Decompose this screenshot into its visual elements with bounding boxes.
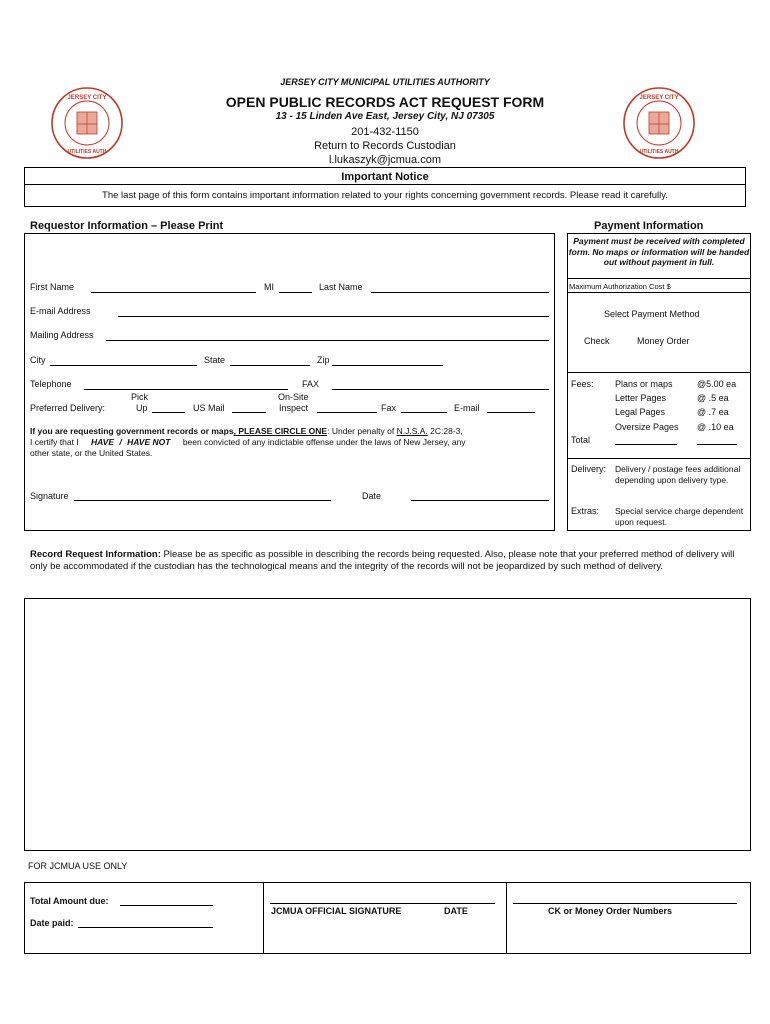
form-title: OPEN PUBLIC RECORDS ACT REQUEST FORM [225,94,545,110]
mi-field[interactable] [279,292,312,293]
official-signature-field[interactable] [270,903,495,904]
svg-text:UTILITIES AUTH: UTILITIES AUTH [639,149,679,155]
mi-label: MI [264,282,274,292]
last-name-field[interactable] [371,292,549,293]
record-request-info: Record Request Information: Please be as specific as possible in describing the records being requested. Also, please note that your preferred method of delivery will only be accommodated if the custodian has the technological means and the integrity of the records will not be jeopardized by such method of delivery. [30,549,735,572]
signature-field[interactable] [74,500,331,501]
svg-text:JERSEY CITY: JERSEY CITY [67,95,107,101]
record-request-textarea[interactable] [24,598,751,851]
official-date-label: DATE [444,906,468,916]
signature-label: Signature [30,491,69,501]
date-field[interactable] [411,500,549,501]
us-mail-label: US Mail [193,403,225,413]
total-label: Total [571,435,591,445]
max-cost-label: Maximum Authorization Cost $ [569,282,671,291]
fax-option-label: Fax [381,403,397,413]
notice-text: The last page of this form contains important information related to your rights concerning government records. Please read it carefully. [102,190,668,201]
svg-text:JERSEY CITY: JERSEY CITY [639,95,679,101]
fee-price: @5.00 ea [697,379,737,389]
us-mail-field[interactable] [232,412,266,413]
fees-label: Fees: [571,379,594,389]
last-name-label: Last Name [319,282,363,292]
office-use-box [24,882,751,954]
date-paid-field[interactable] [78,927,213,928]
pick-up-field[interactable] [152,412,185,413]
fax-label: FAX [302,379,320,389]
extras-label: Extras: [571,506,600,516]
certification-line-2: I certify that I HAVE / HAVE NOT been convicted of any indictable offense under the laws of New Jersey, any [30,437,466,447]
extras-text: Special service charge dependent upon request. [615,506,744,527]
date-label: Date [362,491,382,501]
certification-line-1: If you are requesting government records or maps, PLEASE CIRCLE ONE: Under penalty of N.J.S.A. 2C:28-3, [30,426,463,436]
have-option[interactable]: HAVE [91,437,115,447]
fee-price: @ .7 ea [697,407,729,417]
telephone-field[interactable] [84,389,288,390]
mailing-field[interactable] [106,340,549,341]
pick-up-label: Up [136,403,148,413]
total-amount-field[interactable] [697,444,737,445]
ck-number-label: CK or Money Order Numbers [548,906,673,916]
notice-title: Important Notice [341,171,429,183]
fee-price: @ .10 ea [697,422,734,432]
payment-heading: Payment Information [594,220,704,232]
email-option-label: E-mail [454,403,480,413]
payment-note: Payment must be received with completed form. No maps or information will be handed out without payment in full. [568,236,750,267]
fee-item: Legal Pages [615,407,666,417]
custodian-email[interactable]: l.lukaszyk@jcmua.com [328,154,442,166]
money-order-option[interactable]: Money Order [637,336,690,346]
preferred-delivery-label: Preferred Delivery: [30,403,106,413]
telephone-label: Telephone [30,379,72,389]
select-method-label: Select Payment Method [604,309,700,319]
org-phone: 201-432-1150 [351,126,419,138]
total-due-label: Total Amount due: [30,896,109,906]
first-name-field[interactable] [91,292,256,293]
delivery-label: Delivery: [571,464,607,474]
have-not-option[interactable]: HAVE NOT [127,437,171,447]
org-name: JERSEY CITY MUNICIPAL UTILITIES AUTHORITY [280,77,490,87]
date-paid-label: Date paid: [30,918,74,928]
email-label: E-mail Address [30,306,91,316]
fee-item: Plans or maps [615,379,673,389]
fee-price: @ .5 ea [697,393,729,403]
inspect-field[interactable] [317,412,377,413]
state-label: State [204,355,226,365]
requestor-box [24,233,555,531]
ck-number-field[interactable] [513,903,737,904]
total-due-field[interactable] [120,905,213,906]
zip-field[interactable] [332,365,443,366]
jcmua-use-label: FOR JCMUA USE ONLY [28,861,128,871]
state-field[interactable] [230,365,310,366]
check-option[interactable]: Check [584,336,610,346]
zip-label: Zip [317,355,330,365]
official-signature-label: JCMUA OFFICIAL SIGNATURE [271,906,402,916]
first-name-label: First Name [30,282,75,292]
certification-line-3: other state, or the United States. [30,448,153,458]
city-label: City [30,355,46,365]
mailing-label: Mailing Address [30,330,94,340]
on-site-label: On-Site [278,392,309,402]
email-option-field[interactable] [487,412,535,413]
delivery-text: Delivery / postage fees additional depending upon delivery type. [615,464,741,485]
city-field[interactable] [50,365,197,366]
total-field[interactable] [615,444,677,445]
fee-item: Oversize Pages [615,422,679,432]
return-to: Return to Records Custodian [314,140,456,152]
fax-option-field[interactable] [401,412,447,413]
svg-text:UTILITIES AUTH: UTILITIES AUTH [67,149,107,155]
org-address: 13 - 15 Linden Ave East, Jersey City, NJ 07305 [275,111,495,122]
fax-field[interactable] [332,389,549,390]
fee-item: Letter Pages [615,393,667,403]
email-field[interactable] [118,316,549,317]
inspect-label: Inspect [279,403,309,413]
requestor-heading: Requestor Information – Please Print [30,220,224,232]
pick-label: Pick [131,392,149,402]
